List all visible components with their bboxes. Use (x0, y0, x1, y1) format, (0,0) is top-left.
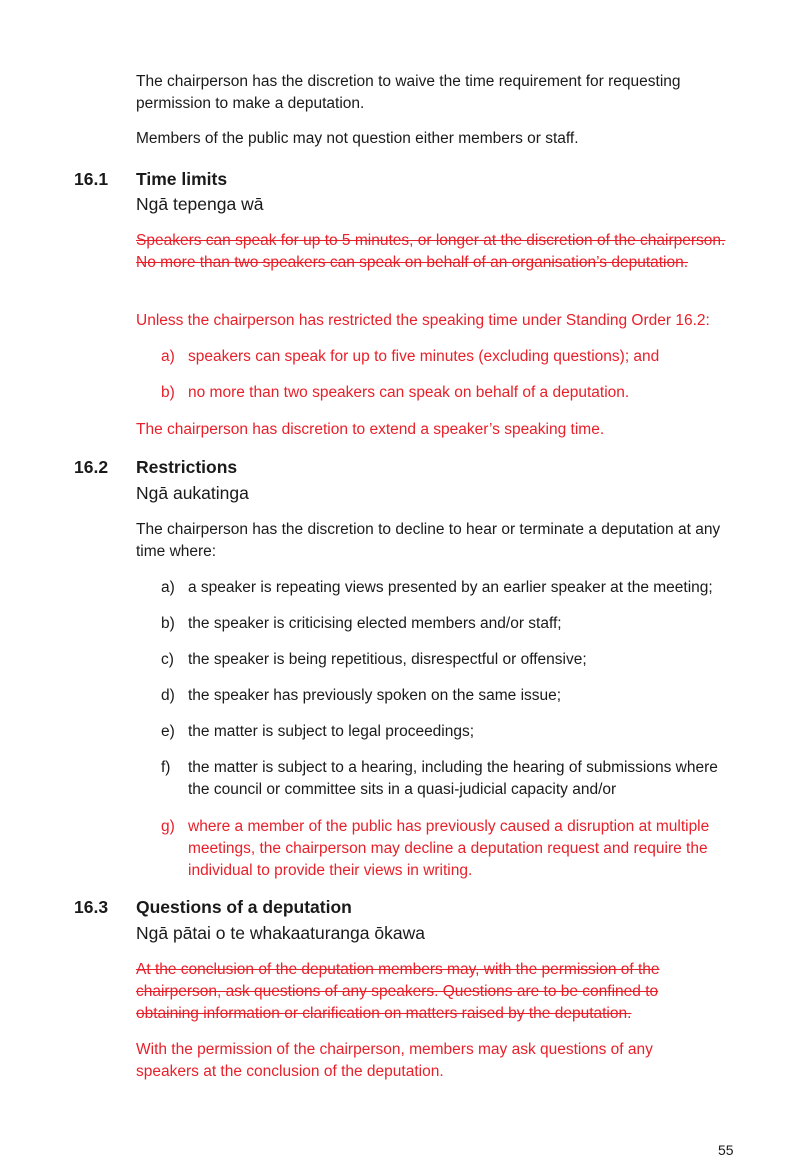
list-text: the speaker has previously spoken on the same issue; (188, 687, 562, 704)
list-label: f) (161, 759, 171, 776)
section-16-1-struck-paragraph (136, 230, 736, 274)
section-16-1-item-a (161, 346, 751, 368)
deleted-text: At the conclusion of the deputation members may, with the permission of the chairperson, ask questions of any speakers. Questions are to be confined to obtaining information or clarification on matters raised by the deputation. (136, 961, 660, 1022)
list-text: speakers can speak for up to five minutes (excluding questions); and (188, 348, 660, 365)
list-label: a) (161, 579, 175, 596)
section-16-2-item-c (161, 649, 751, 671)
section-16-3-title: Questions of a deputation (136, 897, 352, 917)
section-16-1-lead-in (136, 310, 746, 332)
section-16-3-new-paragraph (136, 1039, 711, 1083)
list-label: b) (161, 615, 175, 632)
lead-in-text: The chairperson has the discretion to decline to hear or terminate a deputation at any time where: (136, 521, 721, 560)
intro-waive-paragraph (136, 71, 726, 115)
list-label: a) (161, 348, 175, 365)
section-16-2-subtitle: Ngā aukatinga (136, 483, 249, 503)
section-16-2-number: 16.2 (74, 457, 109, 477)
inserted-text: Unless the chairperson has restricted the speaking time under Standing Order 16.2: (136, 312, 710, 329)
section-16-2-item-d (161, 685, 751, 707)
list-text: the matter is subject to a hearing, including the hearing of submissions where the council or committee sits in a quasi-judicial capacity and/or (188, 759, 718, 798)
section-16-2-item-b (161, 613, 751, 635)
section-16-2-lead-in (136, 519, 731, 563)
list-label: b) (161, 384, 175, 401)
section-16-2-title: Restrictions (136, 457, 238, 477)
section-16-2-item-a (161, 577, 751, 599)
intro-waive-text: The chairperson has the discretion to waive the time requirement for requesting permission to make a deputation. (136, 73, 681, 112)
deleted-text: Speakers can speak for up to 5 minutes, or longer at the discretion of the chairperson. No more than two speakers can speak on behalf of an organisation’s deputation. (136, 232, 726, 271)
section-16-3-number: 16.3 (74, 897, 109, 917)
section-16-2-item-g (161, 816, 721, 882)
list-text: the speaker is criticising elected members and/or staff; (188, 615, 562, 632)
section-16-3-struck-paragraph (136, 959, 716, 1025)
inserted-text: With the permission of the chairperson, members may ask questions of any speakers at the conclusion of the deputation. (136, 1041, 653, 1080)
intro-members-paragraph (136, 128, 736, 150)
list-label: d) (161, 687, 175, 704)
section-16-2-item-f (161, 757, 721, 801)
list-text: a speaker is repeating views presented by an earlier speaker at the meeting; (188, 579, 713, 596)
list-text: the speaker is being repetitious, disrespectful or offensive; (188, 651, 587, 668)
section-16-3-subtitle: Ngā pātai o te whakaaturanga ōkawa (136, 923, 425, 943)
inserted-text: The chairperson has discretion to extend a speaker’s speaking time. (136, 421, 605, 438)
section-16-1-title: Time limits (136, 169, 228, 189)
list-text: the matter is subject to legal proceedings; (188, 723, 475, 740)
section-16-1-subtitle: Ngā tepenga wā (136, 194, 264, 214)
section-16-1-closing (136, 419, 736, 441)
list-label: e) (161, 723, 175, 740)
list-text: where a member of the public has previously caused a disruption at multiple meetings, the chairperson may decline a deputation request and require the individual to provide their views in writing. (188, 818, 710, 879)
list-text: no more than two speakers can speak on behalf of a deputation. (188, 384, 630, 401)
page-number: 55 (718, 1142, 734, 1158)
section-16-1-item-b (161, 382, 751, 404)
list-label: c) (161, 651, 174, 668)
section-16-2-item-e (161, 721, 751, 743)
list-label: g) (161, 818, 175, 835)
section-16-1-number: 16.1 (74, 169, 109, 189)
intro-members-text: Members of the public may not question either members or staff. (136, 130, 579, 147)
